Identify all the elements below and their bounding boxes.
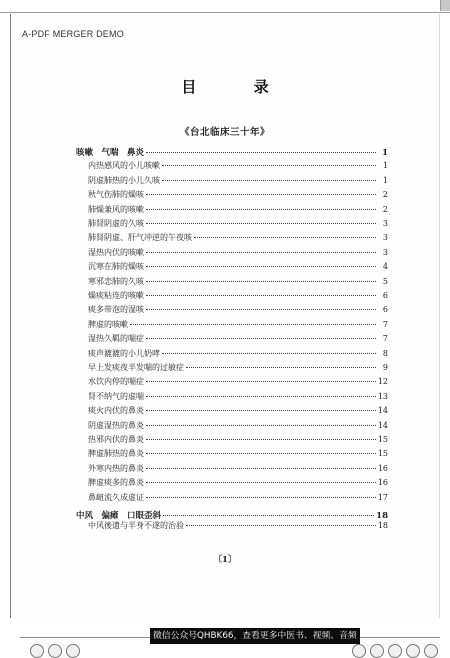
toc-leader-dots xyxy=(146,396,376,397)
toc-entry[interactable] xyxy=(76,463,388,477)
page-number: 〔1〕 xyxy=(213,555,237,565)
toc-entry-page: 15 xyxy=(377,449,388,459)
toc-entry-title: 阴虚湿热的鼻炎 xyxy=(88,420,144,430)
toc-leader-dots xyxy=(146,410,376,411)
toc-entry[interactable] xyxy=(76,520,388,534)
book-title: 《台北临床三十年》 xyxy=(179,127,270,138)
toc-entry[interactable] xyxy=(76,477,388,491)
toc-entry-page: 14 xyxy=(377,406,388,416)
toc-leader-dots xyxy=(146,209,376,210)
toc-entry[interactable] xyxy=(76,391,388,405)
toc-entry[interactable] xyxy=(76,434,388,448)
toc-entry-title: 寒邪恋肺的久咳 xyxy=(88,276,144,286)
toc-entry-title: 中风後遗与半身不遂的治验 xyxy=(88,521,184,531)
toc-entry-page: 14 xyxy=(377,420,388,430)
toc-entry-page: 2 xyxy=(382,204,388,214)
toc-entry-page: 3 xyxy=(382,247,388,257)
toc-entry-title: 痰多带泡的湿咳 xyxy=(88,305,144,315)
toc-entry-title: 沉寒在肺的燥咳 xyxy=(88,262,144,272)
toc-leader-dots xyxy=(186,525,376,526)
toc-leader-dots xyxy=(146,295,376,296)
toc-entry-title: 热邪内伏的鼻炎 xyxy=(88,435,144,444)
toc-leader-dots xyxy=(146,338,376,339)
toc-entry-title: 湿热久羁的喘症 xyxy=(88,334,144,344)
toc-entry-page: 6 xyxy=(382,291,388,300)
toc-entry[interactable] xyxy=(76,232,388,246)
toc-leader-dots xyxy=(146,281,376,282)
toc-entry[interactable] xyxy=(76,218,388,232)
toc-entry-page: 4 xyxy=(382,262,388,272)
toc-entry[interactable] xyxy=(76,376,388,390)
toc-leader-dots xyxy=(186,367,376,368)
toc-entry-title: 鼻衄流久成虚证 xyxy=(88,492,144,502)
circle-icon xyxy=(352,644,366,658)
toc-entry[interactable] xyxy=(76,362,388,376)
toc-leader-dots xyxy=(146,266,376,267)
demo-watermark: A-PDF MERGER DEMO xyxy=(22,29,124,39)
toc-entry[interactable] xyxy=(76,333,388,347)
toc-entry-page: 3 xyxy=(382,233,388,243)
toc-leader-dots xyxy=(194,237,376,238)
toc-entry-page: 8 xyxy=(382,348,388,358)
toc-entry-title: 肾不纳气的虚喘 xyxy=(88,391,144,401)
toc-leader-dots xyxy=(162,180,376,181)
toc-entry-page: 9 xyxy=(382,363,388,372)
toc-entry-page: 5 xyxy=(382,276,388,286)
toc-entry-title: 痰火内伏的鼻炎 xyxy=(88,406,144,416)
toc-entry[interactable] xyxy=(76,448,388,462)
toc-entry-page: 17 xyxy=(377,492,388,502)
scrollbar-thumb[interactable] xyxy=(440,0,450,11)
toc-entry[interactable] xyxy=(76,319,388,333)
toc-entry-page: 3 xyxy=(382,219,388,228)
toc-entry[interactable] xyxy=(76,304,388,318)
page-title: 目 录 xyxy=(181,78,295,96)
toc-entry-title: 脾虚肺热的鼻炎 xyxy=(88,449,144,459)
circle-icon xyxy=(370,644,384,658)
toc-entry[interactable] xyxy=(76,492,388,506)
toc-entry[interactable] xyxy=(76,290,388,304)
toc-entry-title: 肺肾阴虚、肝气冲逆的午夜咳 xyxy=(88,233,192,243)
viewer-top-bar xyxy=(0,0,450,13)
toc-entry-title: 燥痰粘连的咳嗽 xyxy=(88,291,144,300)
toc-entry-page: 1 xyxy=(382,161,388,171)
toc-entry-page: 7 xyxy=(382,319,388,329)
toc-leader-dots xyxy=(162,165,376,166)
toc-entry-page: 1 xyxy=(382,175,388,185)
toc-leader-dots xyxy=(146,194,376,195)
circle-icon xyxy=(424,644,438,658)
toc-entry-title: 肺肾阴虚的久咳 xyxy=(88,219,144,228)
toc-entry-title: 脾虚痰多的鼻炎 xyxy=(88,478,144,488)
toc-leader-dots xyxy=(146,468,376,469)
toc-entry-title: 肺燥兼风的咳嗽 xyxy=(88,204,144,214)
toc-entry-title: 内热感风的小儿咳嗽 xyxy=(88,161,160,171)
toc-entry[interactable] xyxy=(76,189,388,203)
toc-entry[interactable] xyxy=(76,405,388,419)
toc-leader-dots xyxy=(146,152,376,153)
toc-entry-page: 7 xyxy=(382,334,388,344)
toc-entry-page: 16 xyxy=(377,478,388,488)
toc-entry[interactable] xyxy=(76,160,388,174)
toc-entry-title: 水饮内停的喘症 xyxy=(88,377,144,387)
toc-leader-dots xyxy=(146,223,376,224)
toc-entry-title: 脾虚的咳嗽 xyxy=(88,319,128,329)
toc-leader-dots xyxy=(146,453,376,454)
toc-entry-page: 6 xyxy=(382,305,388,315)
toc-entry[interactable] xyxy=(76,204,388,218)
toc-entry[interactable] xyxy=(76,276,388,290)
toc-entry-page: 18 xyxy=(377,521,388,531)
toc-entry[interactable] xyxy=(76,420,388,434)
toc-entry[interactable] xyxy=(76,261,388,275)
toc-entry-page: 13 xyxy=(377,391,388,401)
circle-icon xyxy=(48,644,62,658)
toc-entry-title: 阴虚肺热的小儿久咳 xyxy=(88,175,160,185)
toc-entry-title: 外寒内热的鼻炎 xyxy=(88,463,144,473)
toc-leader-dots xyxy=(146,439,376,440)
toc-entry-title: 秋气伤肺的燥咳 xyxy=(88,190,144,200)
toc-leader-dots xyxy=(146,425,376,426)
toc-entry[interactable] xyxy=(76,146,388,160)
toc-leader-dots xyxy=(130,324,376,325)
toc-entry-page: 1 xyxy=(382,148,388,158)
toc-leader-dots xyxy=(163,515,374,516)
toc-entry-title: 咳嗽 气喘 鼻炎 xyxy=(76,148,145,158)
circle-icon xyxy=(406,644,420,658)
wechat-watermark: 微信公众号QHBK66，查看更多中医书、视频、音频 xyxy=(150,628,360,644)
toc-entry-title: 湿热内伏的咳嗽 xyxy=(88,247,144,257)
toc-leader-dots xyxy=(146,381,376,382)
toc-leader-dots xyxy=(162,353,376,354)
toc-entry[interactable] xyxy=(76,348,388,362)
toc-leader-dots xyxy=(146,482,376,483)
toc-leader-dots xyxy=(146,252,376,253)
circle-icon xyxy=(66,644,80,658)
toc-entry-title: 中风 偏瘫 口眼歪斜 xyxy=(76,511,162,521)
toc-entry[interactable] xyxy=(76,247,388,261)
toc-entry-title: 痰声漉漉的小儿奶哮 xyxy=(88,348,160,358)
toc-leader-dots xyxy=(146,309,376,310)
toc-entry-page: 15 xyxy=(377,435,388,444)
toc-entry-title: 早上发痰夜半发喘的过敏症 xyxy=(88,363,184,372)
circle-icon xyxy=(30,644,44,658)
toc-entry-page: 2 xyxy=(382,190,388,200)
toc-leader-dots xyxy=(146,497,376,498)
toc-entry-page: 18 xyxy=(376,511,388,521)
toc-entry-page: 16 xyxy=(377,463,388,473)
toc-entry[interactable] xyxy=(76,175,388,189)
toc-entry-page: 12 xyxy=(377,377,388,387)
circle-icon xyxy=(388,644,402,658)
